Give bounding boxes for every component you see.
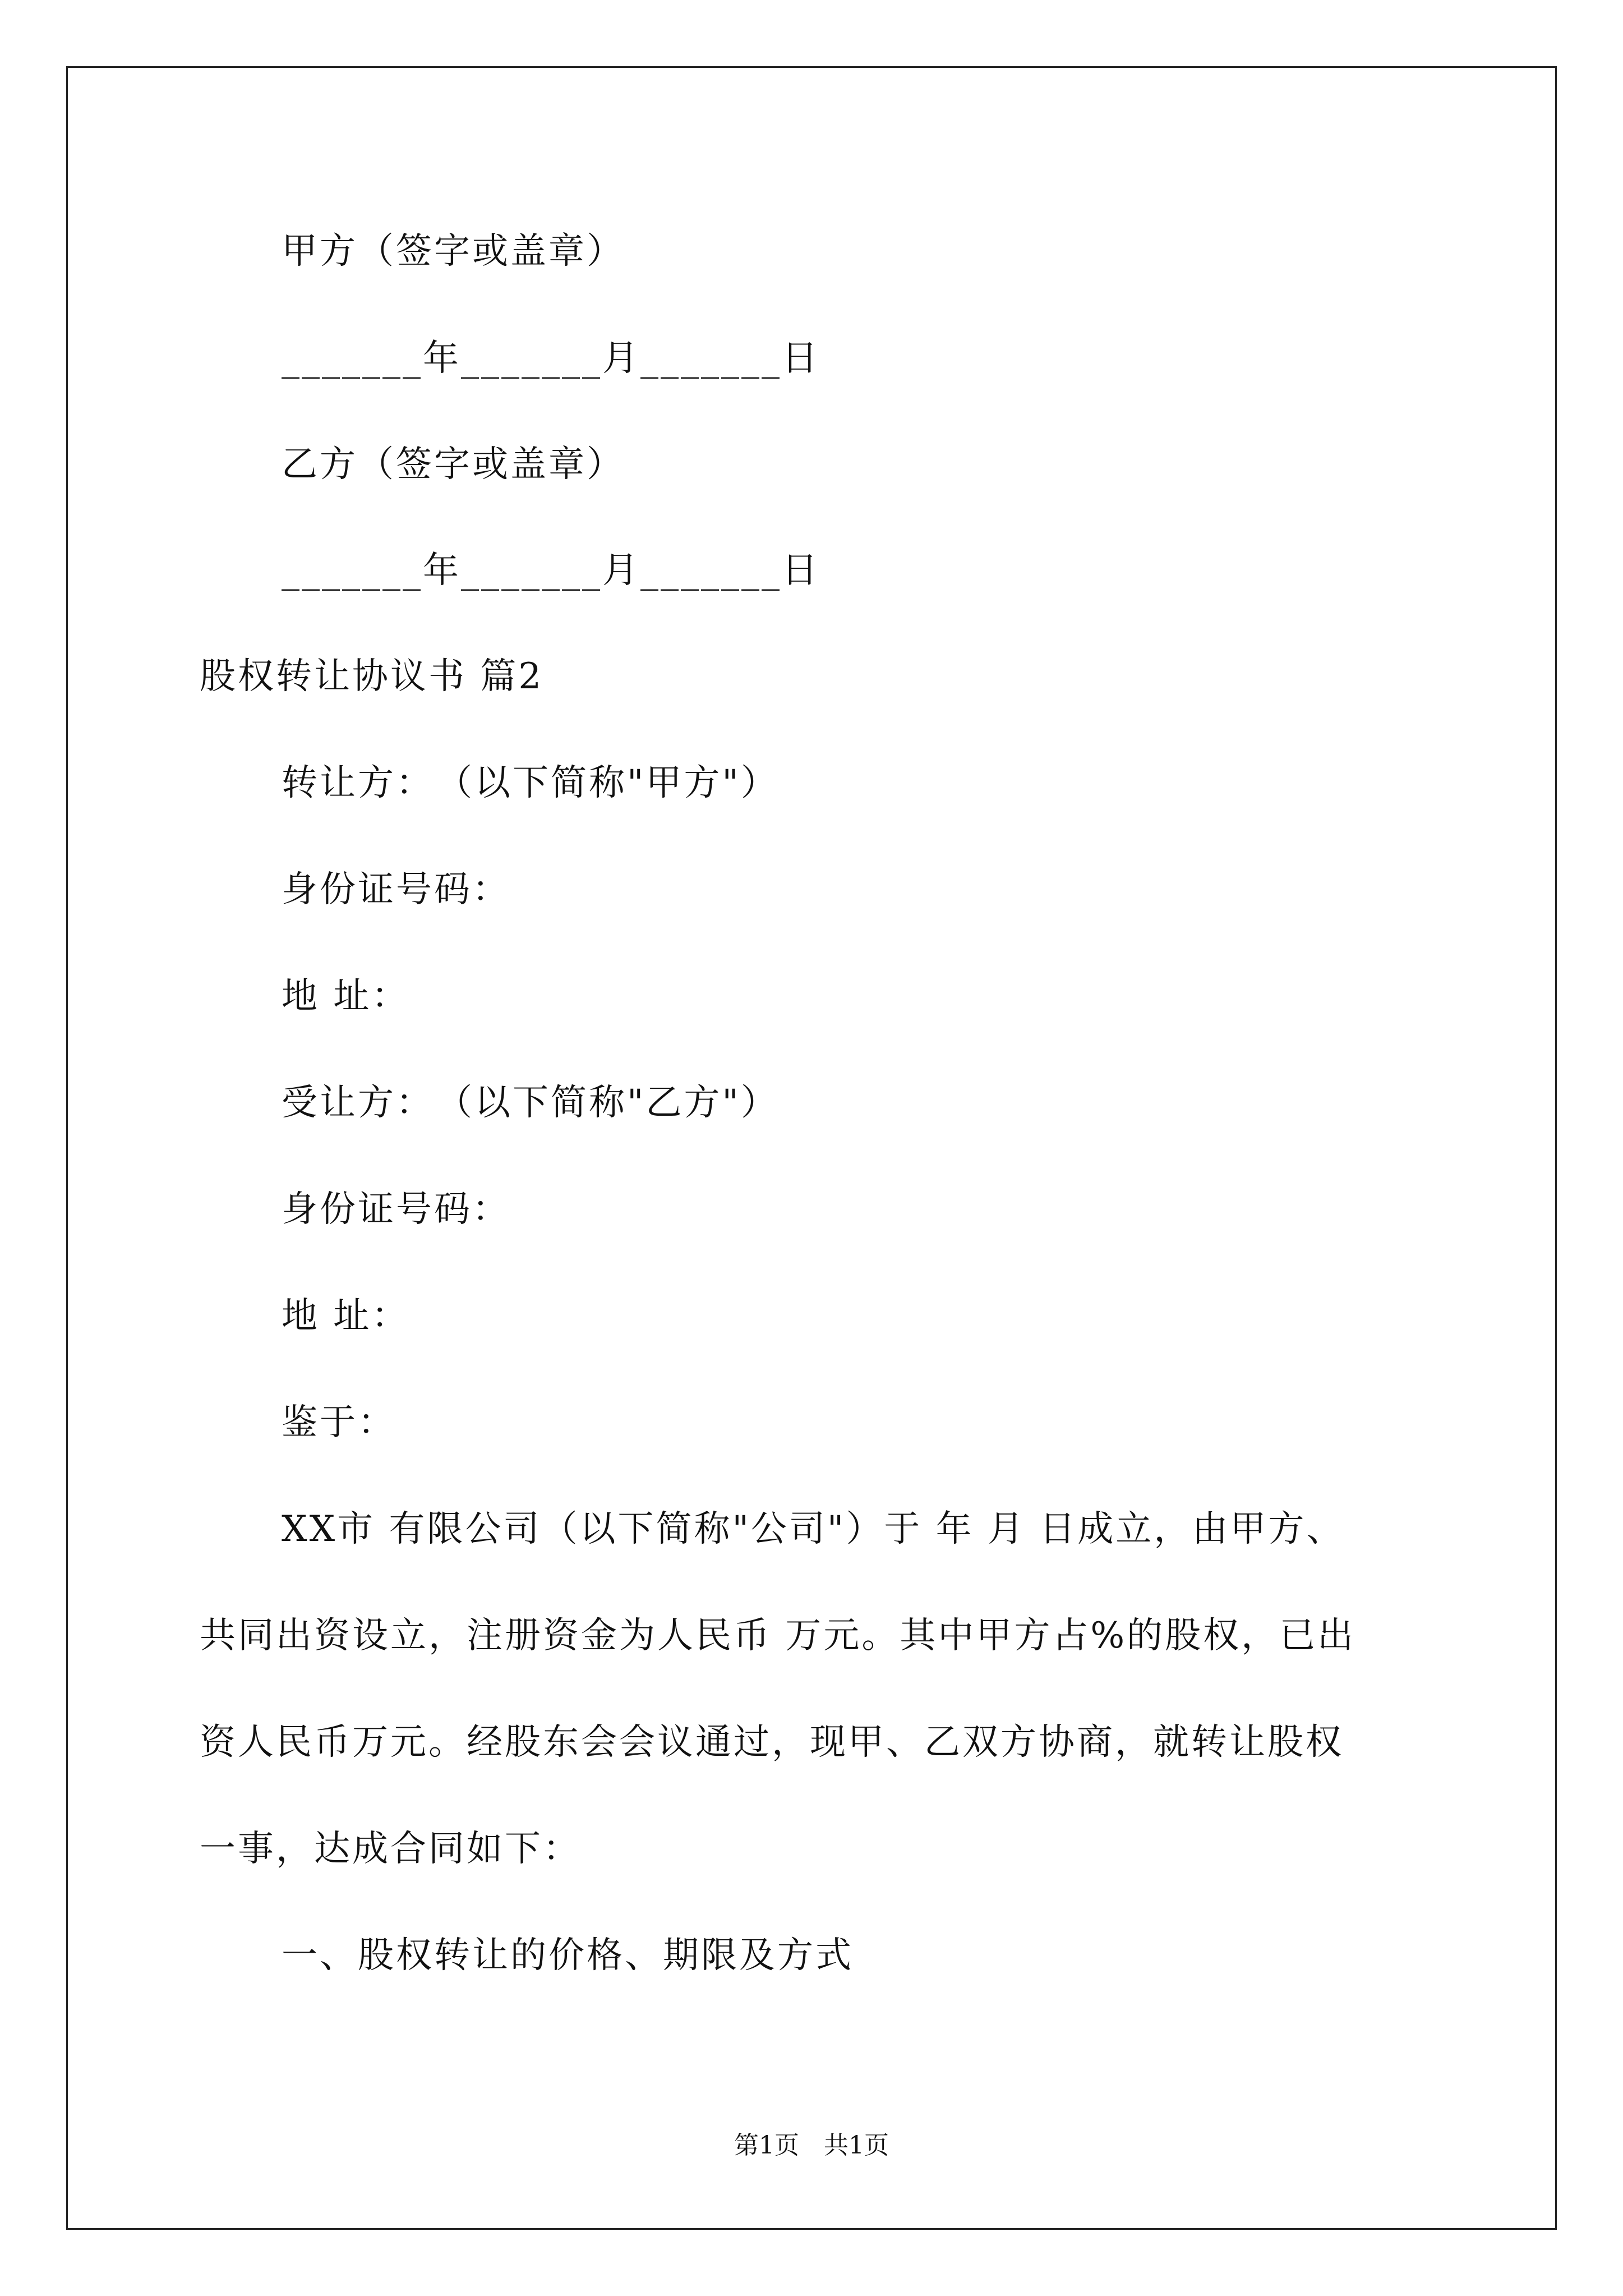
party-b-signature-label: 乙方（签字或盖章） [282,444,625,485]
paragraph-line-2: 共同出资设立，注册资金为人民币 万元。其中甲方占%的股权，已出 [200,1615,1356,1657]
page-border [66,66,1557,2230]
party-a-date-line: _______年_______月_______日 [282,338,820,379]
paragraph-line-3: 资人民币万元。经股东会会议通过，现甲、乙双方协商，就转让股权 [200,1722,1344,1763]
whereas-label: 鉴于： [282,1402,396,1443]
transferee-address-line: 地 址： [282,1295,410,1337]
paragraph-line-4: 一事，达成合同如下： [200,1828,581,1870]
transferee-id-line: 身份证号码： [282,1189,510,1230]
transferor-id-line: 身份证号码： [282,869,510,910]
transferor-line: 转让方： （以下简称"甲方"） [282,762,779,804]
page-footer: 第1页 共1页 [734,2131,889,2160]
paragraph-line-1: XX市 有限公司（以下简称"公司"）于 年 月 日成立，由甲方、 [282,1508,1345,1550]
party-a-signature-label: 甲方（签字或盖章） [282,231,625,272]
clause-heading-1: 一、股权转让的价格、期限及方式 [282,1935,854,1976]
party-b-date-line: _______年_______月_______日 [282,550,820,591]
transferee-line: 受让方： （以下简称"乙方"） [282,1082,779,1124]
section-title: 股权转让协议书 篇2 [200,656,544,697]
transferor-address-line: 地 址： [282,976,410,1017]
